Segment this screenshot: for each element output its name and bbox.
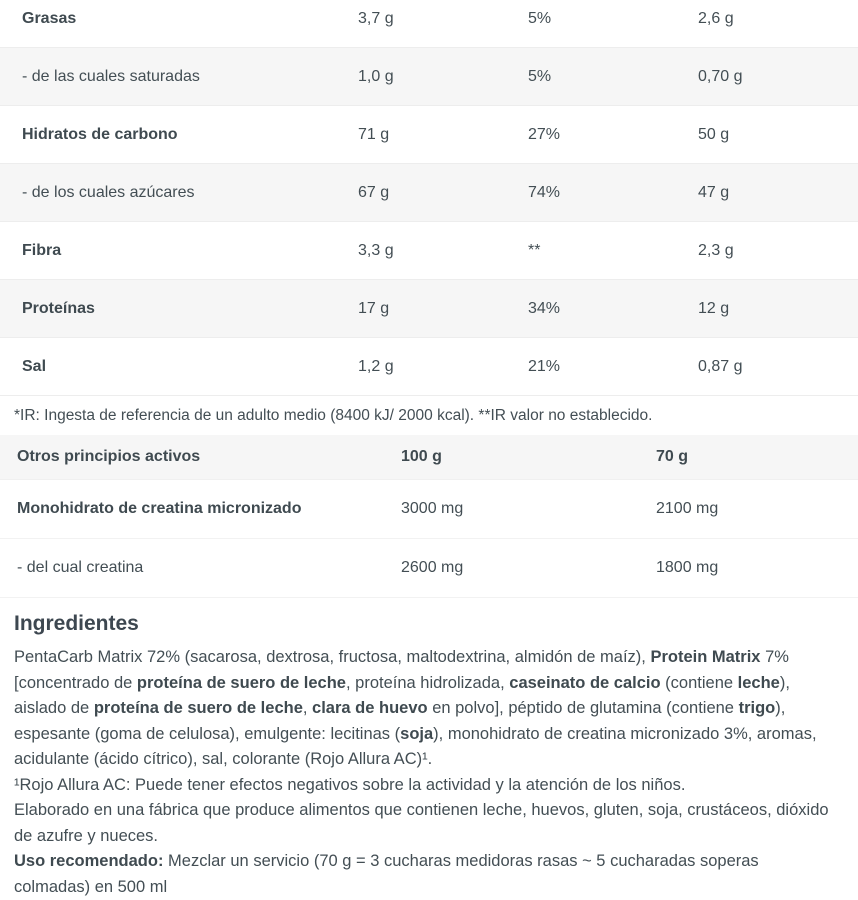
nutrition-table [0, 0, 858, 396]
actives-table-row [0, 539, 858, 598]
actives-table-row [0, 480, 858, 539]
actives-table-header [0, 435, 858, 480]
reference-intake-footnote: *IR: Ingesta de referencia de un adulto medio (8400 kJ/ 2000 kcal). **IR valor no establecido. [0, 396, 858, 435]
recommended-use-label: Uso recomendado: [14, 852, 164, 870]
value-per-100g: 1,2 g [358, 357, 394, 375]
value-per-serving: 47 g [698, 183, 730, 201]
active-value-per-100g: 2600 mg [401, 559, 464, 576]
nutrient-label: - de las cuales saturadas [22, 67, 200, 85]
actives-header-label: Otros principios activos [17, 448, 201, 465]
nutrition-table-row [0, 164, 858, 222]
active-value-per-100g: 3000 mg [401, 500, 464, 517]
ingredients-section [0, 612, 858, 900]
nutrition-table-row [0, 280, 858, 338]
nutrition-table-row [0, 48, 858, 106]
active-value-per-serving: 1800 mg [656, 559, 719, 576]
value-per-100g: 3,3 g [358, 241, 394, 259]
value-per-serving: 2,6 g [698, 9, 734, 27]
value-per-100g: 1,0 g [358, 67, 394, 85]
value-per-serving: 0,70 g [698, 67, 743, 85]
value-ir-percent: 5% [528, 67, 552, 85]
value-per-100g: 17 g [358, 299, 390, 317]
nutrient-label: Fibra [22, 241, 62, 259]
active-label: Monohidrato de creatina micronizado [17, 500, 302, 517]
nutrient-label: Grasas [22, 9, 77, 27]
value-ir-percent: 74% [528, 183, 561, 201]
value-ir-percent: 34% [528, 299, 561, 317]
active-value-per-serving: 2100 mg [656, 500, 719, 517]
nutrition-table-row [0, 0, 858, 48]
recommended-use-line [14, 849, 832, 900]
value-per-serving: 0,87 g [698, 357, 743, 375]
allergen-note: Elaborado en una fábrica que produce alimentos que contienen leche, huevos, gluten, soja, crustáceos, dióxido de azufre y nueces. [14, 801, 829, 845]
nutrition-table-row [0, 222, 858, 280]
ingredients-heading: Ingredientes [14, 612, 139, 635]
value-ir-percent: 5% [528, 9, 552, 27]
recommended-use-text: Mezclar un servicio (70 g = 3 cucharas medidoras rasas ~ 5 cucharadas soperas colmadas) en 500 ml [14, 852, 759, 896]
actives-table [0, 435, 858, 598]
nutrition-table-row [0, 338, 858, 396]
value-per-serving: 50 g [698, 125, 730, 143]
nutrient-label: - de los cuales azúcares [22, 183, 195, 201]
active-label: - del cual creatina [17, 559, 144, 576]
value-ir-percent: ** [528, 241, 541, 259]
actives-header-per-100g: 100 g [401, 448, 442, 465]
ingredients-composition: PentaCarb Matrix 72% (sacarosa, dextrosa, fructosa, maltodextrina, almidón de maíz), Protein Matrix 7% [concentrado de proteína de suero de leche, proteína hidrolizada, caseinato de calcio (contiene leche), aislado de proteína de suero de leche, clara de huevo en polvo], péptido de glutamina (contiene trigo), espesante (goma de celulosa), emulgente: lecitinas (soja), monohidrato de creatina micronizado 3%, aromas, acidulante (ácido cítrico), sal, colorante (Rojo Allura AC)¹. [14, 648, 817, 768]
nutrient-label: Proteínas [22, 299, 95, 317]
value-per-serving: 12 g [698, 299, 730, 317]
value-per-100g: 3,7 g [358, 9, 394, 27]
value-ir-percent: 27% [528, 125, 561, 143]
value-ir-percent: 21% [528, 357, 561, 375]
nutrient-label: Sal [22, 357, 47, 375]
nutrient-label: Hidratos de carbono [22, 125, 178, 143]
colorant-warning-note: ¹Rojo Allura AC: Puede tener efectos negativos sobre la actividad y la atención de los niños. [14, 775, 686, 794]
value-per-100g: 67 g [358, 183, 390, 201]
actives-header-per-serving: 70 g [656, 448, 689, 465]
nutrition-table-row [0, 106, 858, 164]
value-per-100g: 71 g [358, 125, 390, 143]
value-per-serving: 2,3 g [698, 241, 734, 259]
